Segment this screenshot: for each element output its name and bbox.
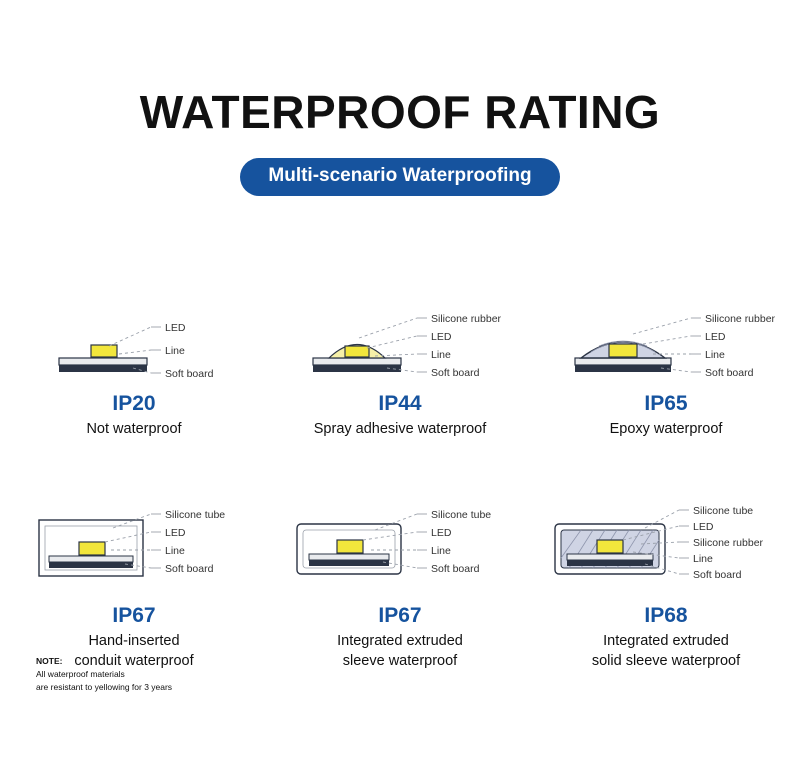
callout-label: Line bbox=[431, 349, 451, 361]
callout-label: Line bbox=[693, 553, 713, 565]
rating-cell-ip44 bbox=[267, 276, 533, 466]
ip-description: Hand-inserted conduit waterproof bbox=[74, 633, 194, 669]
ip-rating-label: IP44 bbox=[378, 392, 422, 415]
callout-label: LED bbox=[705, 331, 726, 343]
footnote-heading: NOTE: bbox=[36, 656, 63, 666]
rating-cell-ip20 bbox=[1, 276, 267, 466]
ip-rating-label: IP67 bbox=[112, 604, 156, 627]
callout-label: LED bbox=[165, 322, 186, 334]
callout-label: Silicone rubber bbox=[431, 313, 502, 325]
callout-label: LED bbox=[693, 521, 714, 533]
callout-label: Soft board bbox=[431, 367, 480, 379]
ip-description: Integrated extruded solid sleeve waterproof bbox=[591, 633, 741, 669]
rating-cell-ip65 bbox=[533, 276, 799, 466]
diagram-ip68 bbox=[533, 484, 799, 602]
ip-rating-label: IP65 bbox=[644, 392, 688, 415]
callout-label: Silicone rubber bbox=[705, 313, 776, 325]
callout-label: Line bbox=[165, 545, 185, 557]
diagram-ip44 bbox=[267, 276, 533, 394]
callout-label: Silicone tube bbox=[431, 509, 492, 521]
ip-description: Epoxy waterproof bbox=[609, 421, 723, 438]
subtitle-container bbox=[0, 158, 800, 196]
callout-label: Silicone tube bbox=[165, 509, 226, 521]
callout-label: Soft board bbox=[165, 368, 214, 380]
callout-label: Silicone tube bbox=[693, 505, 754, 517]
callout-label: Line bbox=[431, 545, 451, 557]
ip-description: Integrated extruded sleeve waterproof bbox=[337, 633, 463, 669]
callout-label: Soft board bbox=[693, 569, 742, 581]
ip-description: Spray adhesive waterproof bbox=[313, 421, 487, 438]
diagram-ip67-sleeve bbox=[267, 484, 533, 602]
callout-label: Silicone rubber bbox=[693, 537, 764, 549]
diagram-ip20 bbox=[1, 276, 267, 394]
callout-label: Soft board bbox=[705, 367, 754, 379]
ip-rating-label: IP20 bbox=[112, 392, 156, 415]
callout-label: LED bbox=[165, 527, 186, 539]
footnote-line-2: are resistant to yellowing for 3 years bbox=[36, 681, 173, 692]
rating-cell-ip68 bbox=[533, 484, 799, 674]
callout-label: LED bbox=[431, 331, 452, 343]
rating-cell-ip67-conduit bbox=[1, 484, 267, 674]
callout-label: Soft board bbox=[431, 563, 480, 575]
callout-label: LED bbox=[431, 527, 452, 539]
page-title: WATERPROOF RATING bbox=[139, 86, 661, 138]
callout-label: Soft board bbox=[165, 563, 214, 575]
rating-grid bbox=[0, 276, 800, 674]
ip-rating-label: IP67 bbox=[378, 604, 422, 627]
rating-cell-ip67-sleeve bbox=[267, 484, 533, 674]
callout-label: Line bbox=[705, 349, 725, 361]
ip-rating-label: IP68 bbox=[644, 604, 688, 627]
diagram-ip67-conduit bbox=[1, 484, 267, 602]
subtitle-badge: Multi-scenario Waterproofing bbox=[240, 158, 559, 196]
callout-label: Line bbox=[165, 345, 185, 357]
diagram-ip65 bbox=[533, 276, 799, 394]
ip-description: Not waterproof bbox=[86, 421, 182, 438]
footnote bbox=[36, 655, 172, 693]
footnote-line-1: All waterproof materials bbox=[36, 668, 125, 679]
